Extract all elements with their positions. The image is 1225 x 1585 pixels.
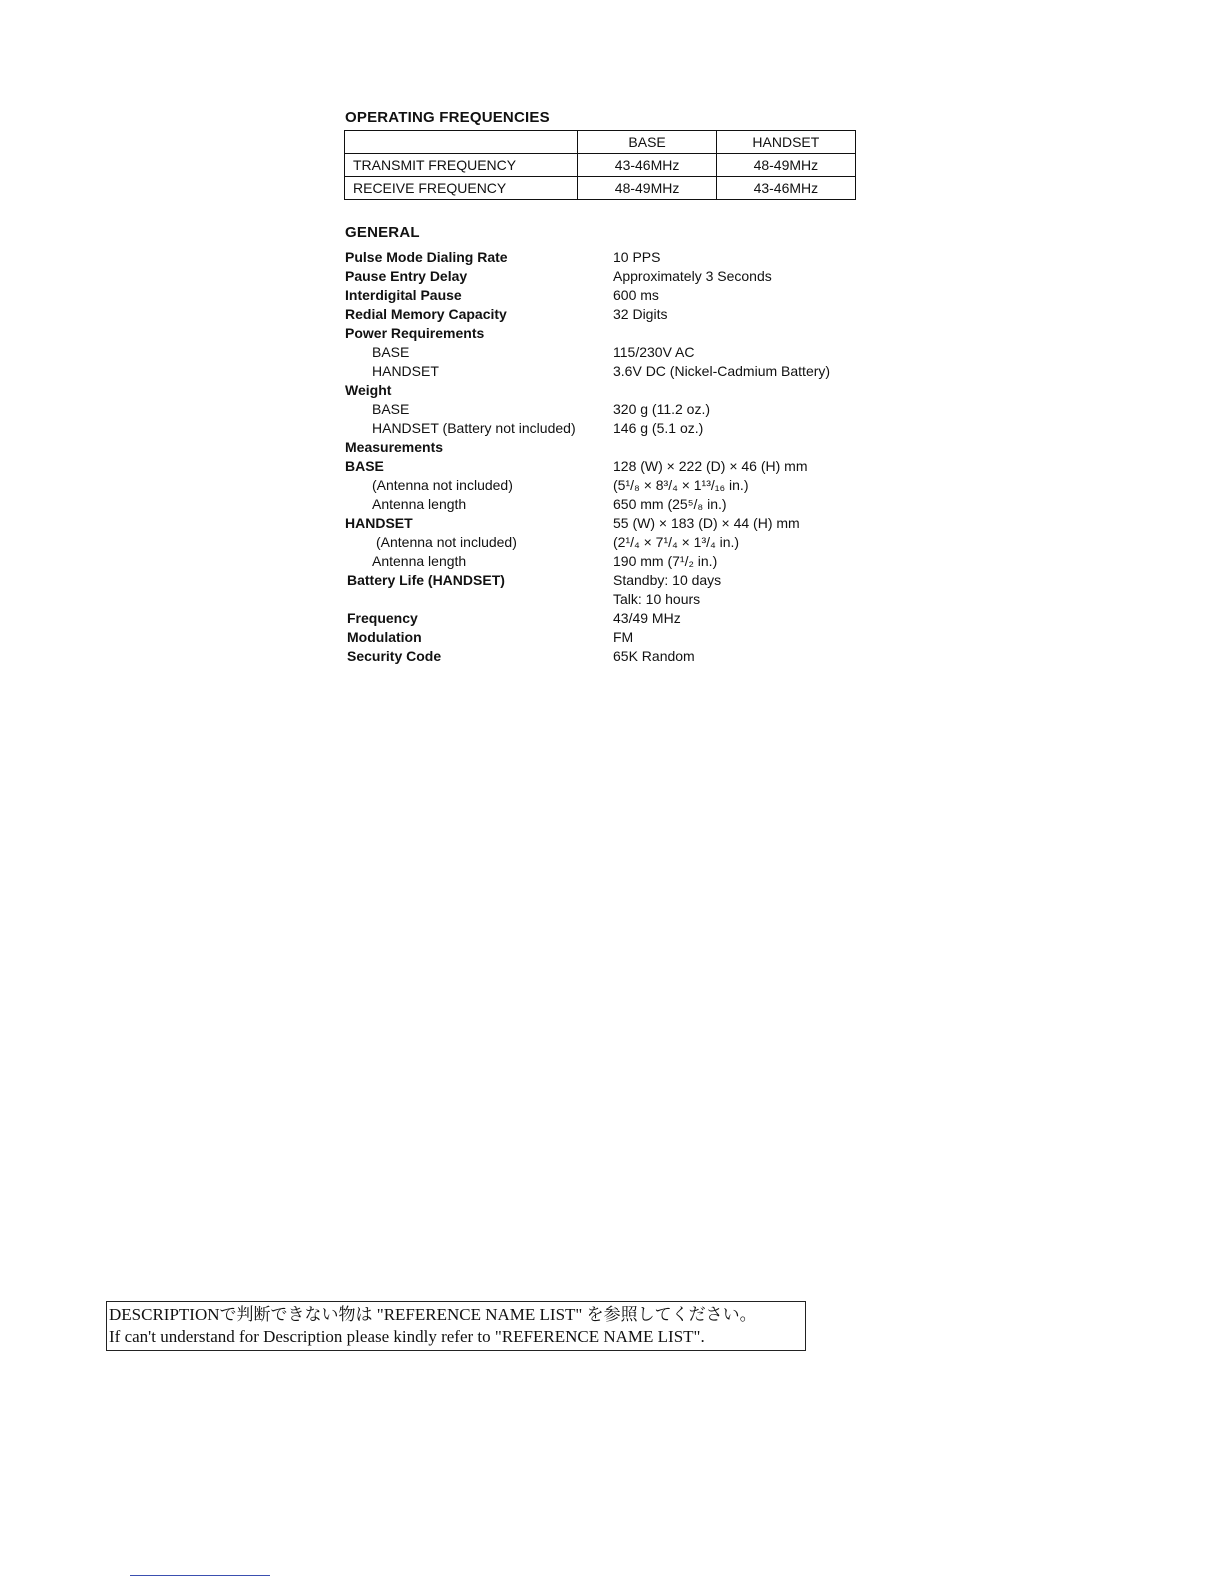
- spec-label: Battery Life (HANDSET): [347, 572, 505, 588]
- row-label-cell: RECEIVE FREQUENCY: [345, 177, 578, 200]
- spec-label: Redial Memory Capacity: [345, 306, 507, 322]
- general-heading: GENERAL: [345, 224, 420, 241]
- spec-label: (Antenna not included): [372, 477, 513, 493]
- spec-value: 320 g (11.2 oz.): [613, 401, 711, 417]
- spec-label: Power Requirements: [345, 325, 485, 341]
- header-cell-blank: [345, 131, 578, 154]
- spec-row: [345, 248, 865, 267]
- spec-row: [345, 324, 865, 343]
- spec-value: Talk: 10 hours: [613, 591, 701, 607]
- spec-value: Standby: 10 days: [613, 572, 722, 588]
- spec-label: Interdigital Pause: [345, 287, 462, 303]
- base-frequency-cell: 48-49MHz: [578, 177, 716, 200]
- spec-value: 10 PPS: [613, 249, 661, 265]
- spec-label: BASE: [345, 458, 384, 474]
- spec-label: HANDSET: [345, 515, 413, 531]
- spec-value: 146 g (5.1 oz.): [613, 420, 704, 436]
- note-line-japanese: DESCRIPTIONで判断できない物は "REFERENCE NAME LIST" を参照してください。: [109, 1305, 757, 1324]
- spec-value: 600 ms: [613, 287, 659, 303]
- spec-row: [345, 533, 865, 552]
- row-label-cell: TRANSMIT FREQUENCY: [345, 154, 578, 177]
- spec-row: [345, 476, 865, 495]
- handset-frequency-cell: 48-49MHz: [716, 154, 855, 177]
- spec-label: Measurements: [345, 439, 444, 455]
- spec-row: [345, 362, 865, 381]
- spec-row: [345, 381, 865, 400]
- spec-label: Pulse Mode Dialing Rate: [345, 249, 508, 265]
- spec-value: 32 Digits: [613, 306, 668, 322]
- spec-label: HANDSET (Battery not included): [372, 420, 576, 436]
- handset-frequency-cell: 43-46MHz: [716, 177, 855, 200]
- spec-label: Frequency: [347, 610, 418, 626]
- spec-value: 128 (W) × 222 (D) × 46 (H) mm: [613, 458, 808, 474]
- spec-row: [345, 343, 865, 362]
- table-row-receive: [345, 177, 856, 200]
- footer-divider: [130, 1575, 270, 1576]
- spec-row: [345, 552, 865, 571]
- spec-row: [345, 267, 865, 286]
- spec-row: [345, 609, 865, 628]
- spec-value: 190 mm (7¹/₂ in.): [613, 553, 718, 569]
- spec-value: 43/49 MHz: [613, 610, 681, 626]
- spec-value: FM: [613, 629, 634, 645]
- spec-label: BASE: [372, 344, 410, 360]
- spec-row: [345, 400, 865, 419]
- operating-frequencies-heading: OPERATING FREQUENCIES: [345, 109, 550, 126]
- spec-label: HANDSET: [372, 363, 439, 379]
- spec-row: [345, 495, 865, 514]
- spec-label: Antenna length: [372, 496, 467, 512]
- spec-label: Weight: [345, 382, 392, 398]
- operating-frequencies-table: [344, 130, 856, 200]
- spec-value: Approximately 3 Seconds: [613, 268, 772, 284]
- spec-value: 3.6V DC (Nickel-Cadmium Battery): [613, 363, 831, 379]
- spec-row: [345, 647, 865, 666]
- spec-value: 65K Random: [613, 648, 695, 664]
- spec-label: Antenna length: [372, 553, 467, 569]
- spec-value: 115/230V AC: [613, 344, 695, 360]
- table-row-transmit: [345, 154, 856, 177]
- spec-label: BASE: [372, 401, 410, 417]
- spec-row: [345, 305, 865, 324]
- spec-row: [345, 571, 865, 590]
- spec-row: [345, 514, 865, 533]
- header-cell-handset: HANDSET: [716, 131, 855, 154]
- spec-row: [345, 419, 865, 438]
- spec-label: (Antenna not included): [376, 534, 517, 550]
- spec-row: [345, 590, 865, 609]
- spec-value: (2¹/₄ × 7¹/₄ × 1³/₄ in.): [613, 534, 740, 550]
- spec-value: 55 (W) × 183 (D) × 44 (H) mm: [613, 515, 800, 531]
- spec-value: (5¹/₈ × 8³/₄ × 1¹³/₁₆ in.): [613, 477, 749, 493]
- spec-row: [345, 457, 865, 476]
- header-cell-base: BASE: [578, 131, 716, 154]
- spec-label: Modulation: [347, 629, 422, 645]
- spec-row: [345, 286, 865, 305]
- reference-note-box: [106, 1301, 806, 1351]
- spec-value: 650 mm (25⁵/₈ in.): [613, 496, 727, 512]
- note-line-english: If can't understand for Description please kindly refer to "REFERENCE NAME LIST".: [109, 1327, 705, 1346]
- table-header-row: [345, 131, 856, 154]
- spec-label: Pause Entry Delay: [345, 268, 468, 284]
- spec-row: [345, 438, 865, 457]
- spec-row: [345, 628, 865, 647]
- base-frequency-cell: 43-46MHz: [578, 154, 716, 177]
- spec-label: Security Code: [347, 648, 442, 664]
